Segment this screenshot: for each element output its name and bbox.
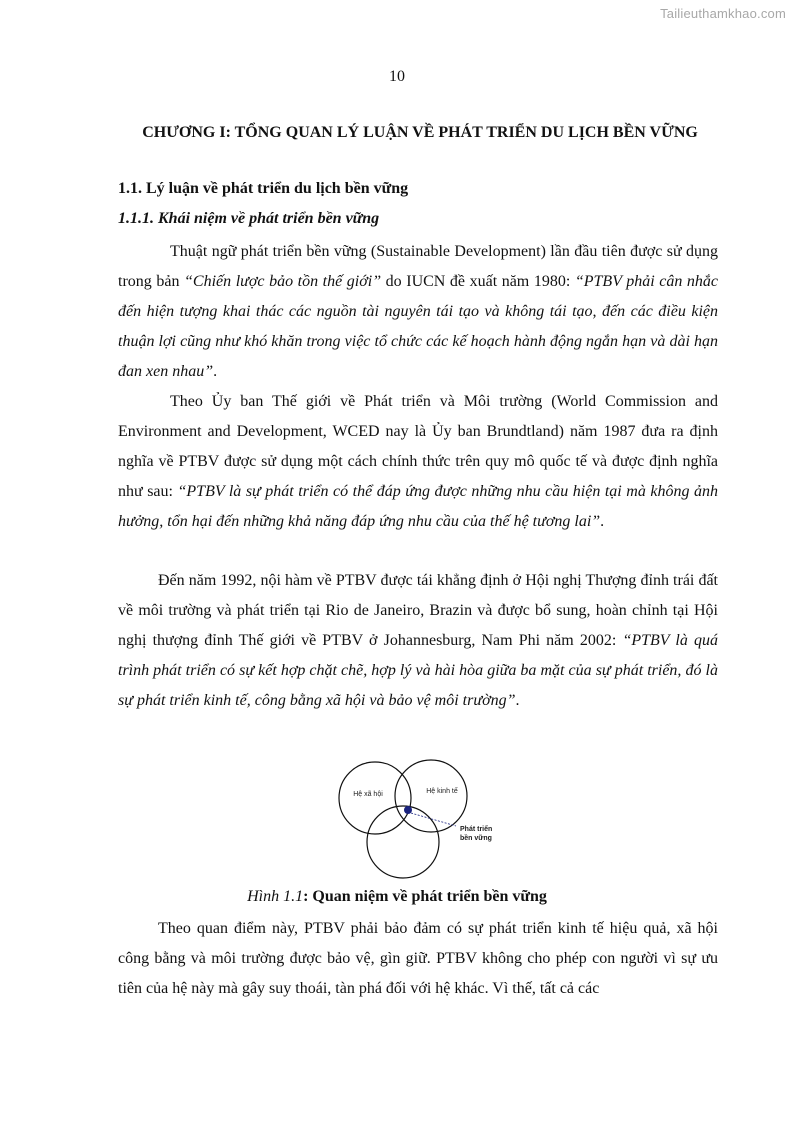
paragraph-text: . bbox=[213, 363, 218, 380]
paragraph-text: Theo Ủy ban Thế giới về Phát triển và Môi trường (World Commission and Environment and Development, WCED nay là Ủy ban Brundtland) năm 1987 đưa ra định nghĩa về PTBV được sử dụng một cách chính thức trên quy mô quốc tế và được định nghĩa như sau: bbox=[118, 393, 718, 500]
paragraph-text: . bbox=[600, 513, 605, 530]
chapter-title: CHƯƠNG I: TỔNG QUAN LÝ LUẬN VỀ PHÁT TRIỂN DU LỊCH BỀN VỮNG bbox=[142, 124, 698, 141]
center-point bbox=[404, 806, 412, 814]
document-title-quote: “Chiến lược bảo tồn thế giới” bbox=[184, 273, 382, 290]
section-heading: 1.1. Lý luận về phát triển du lịch bền vững bbox=[118, 180, 409, 197]
paragraph-text: Đến năm 1992, nội hàm về PTBV được tái khẳng định ở Hội nghị Thượng đỉnh trái đất về môi trường và phát triển tại Rio de Janeiro, Brazin và được bổ sung, hoàn chỉnh tại Hội nghị thượng đỉnh Thế giới về PTBV ở Johannesburg, Nam Phi năm 2002: bbox=[118, 572, 718, 649]
definition-quote: “PTBV là quá trình phát triển có sự kết hợp chặt chẽ, hợp lý và hài hòa giữa ba mặt của sự phát triển, đó là sự phát triển kinh tế, công bằng xã hội và bảo vệ môi trường” bbox=[118, 632, 718, 709]
paragraph-viewpoint: Theo quan điểm này, PTBV phải bảo đảm có sự phát triển kinh tế hiệu quả, xã hội công bằng và môi trường được bảo vệ, gìn giữ. PTBV không cho phép con người vì sự ưu tiên của hệ này mà gây suy thoái, tàn phá đối với hệ khác. Vì thế, tất cả các bbox=[118, 920, 718, 997]
figure-caption bbox=[0, 888, 794, 906]
paragraph-text: Thuật ngữ phát triển bền vững (Sustainable Development) lần đầu tiên được sử dụng trong bản bbox=[118, 243, 718, 290]
sustainability-venn-diagram bbox=[330, 756, 520, 882]
circle-economic-system bbox=[395, 760, 467, 832]
page-number: 10 bbox=[389, 68, 405, 85]
circle-natural-system bbox=[367, 806, 439, 878]
label-sustainable-development-line1: Phát triển bbox=[460, 826, 493, 833]
pointer-line bbox=[411, 813, 456, 826]
label-sustainable-development-line2: bền vững bbox=[460, 835, 492, 842]
definition-quote: “PTBV phải cân nhắc đến hiện tượng khai thác các nguồn tài nguyên tái tạo và không tái tạo, đến các điều kiện thuận lợi cũng như khó khăn trong việc tổ chức các kế hoạch hành động ngắn hạn và dài hạn đan xen nhau” bbox=[118, 273, 719, 380]
figure-label: Hình 1.1 bbox=[247, 888, 304, 905]
label-social-system: Hệ xã hội bbox=[353, 791, 383, 798]
figure-caption-text: Quan niệm về phát triển bền vững bbox=[308, 888, 547, 905]
figure-colon: : bbox=[303, 888, 309, 905]
circle-social-system bbox=[339, 762, 411, 834]
watermark: Tailieuthamkhao.com bbox=[660, 6, 786, 21]
paragraph-wced-definition bbox=[118, 387, 718, 537]
paragraph-rio-definition bbox=[118, 566, 718, 716]
definition-quote: “PTBV là sự phát triển có thể đáp ứng được những nhu cầu hiện tại mà không ảnh hưởng, tổn hại đến những khả năng đáp ứng nhu cầu của thế hệ tương lai” bbox=[118, 483, 718, 530]
label-economic-system: Hệ kinh tế bbox=[426, 788, 458, 795]
paragraph-iucn-definition bbox=[118, 237, 718, 387]
subsection-heading: 1.1.1. Khái niệm về phát triển bền vững bbox=[118, 210, 380, 227]
paragraph-text: do IUCN đề xuất năm 1980: bbox=[381, 273, 575, 290]
paragraph-text: . bbox=[515, 692, 520, 709]
